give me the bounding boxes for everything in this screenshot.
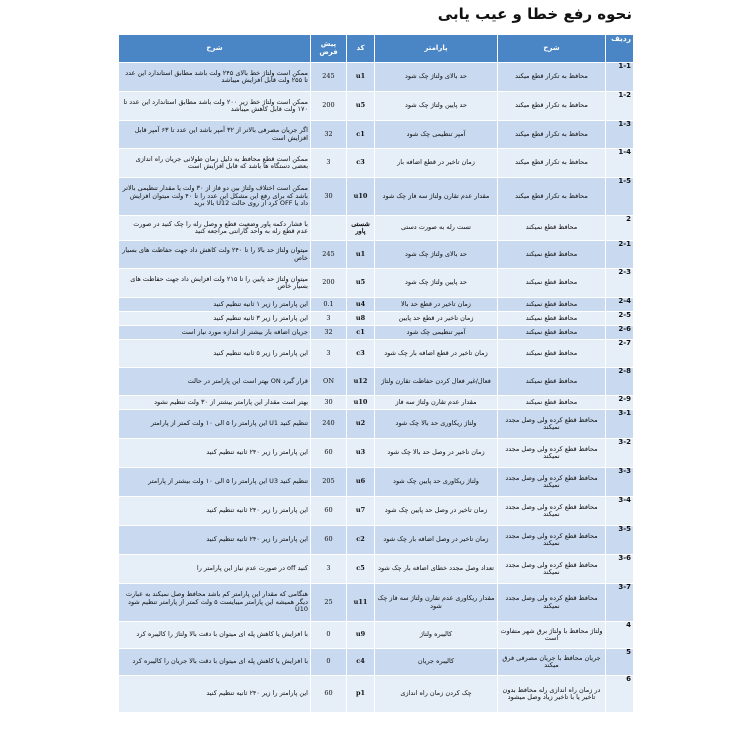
row-fix: محافظ قطع کرده ولی وصل مجدد نمیکند <box>498 439 606 468</box>
row-index: 1-4 <box>606 149 634 178</box>
row-desc: ممکن است ولتاژ خط زیر ۲۰۰ ولت باشد مطابق استاندارد این عدد تا ۱۷۰ ولت قابل کاهش میباشد <box>119 92 311 121</box>
row-fix: محافظ به تکرار قطع میکند <box>498 121 606 149</box>
row-index: 2-1 <box>606 241 634 269</box>
row-default: 0 <box>311 622 347 649</box>
table-row <box>119 149 634 178</box>
row-code: u10 <box>347 396 375 410</box>
row-param: مقدار عدم تقارن ولتاژ سه فاز چک شود <box>375 178 498 216</box>
row-default: 245 <box>311 241 347 269</box>
row-index: 4 <box>606 622 634 649</box>
table-row <box>119 63 634 92</box>
row-param: زمان تاخیر در قطع اضافه بار چک شود <box>375 340 498 368</box>
row-index: 2-4 <box>606 298 634 312</box>
table-row <box>119 396 634 410</box>
header-desc: شرح <box>119 35 311 63</box>
row-code: c1 <box>347 121 375 149</box>
row-param: چک کردن زمان راه اندازی <box>375 676 498 713</box>
row-code: u9 <box>347 622 375 649</box>
row-fix: در زمان راه اندازی رله محافظ بدون تاخیر یا با تاخیر زیاد وصل میشود <box>498 676 606 713</box>
row-param: زمان تاخیر در وصل اضافه بار چک شود <box>375 526 498 555</box>
row-index: 1-2 <box>606 92 634 121</box>
row-code: u11 <box>347 584 375 622</box>
row-index: 3-7 <box>606 584 634 622</box>
row-param: فعال/غیر فعال کردن حفاظت تقارن ولتاژ <box>375 368 498 396</box>
header-fix: شرح <box>498 35 606 63</box>
row-fix: محافظ قطع نمیکند <box>498 269 606 298</box>
row-param: مقدار ریکاوری عدم تقارن ولتاژ سه فاز چک شود <box>375 584 498 622</box>
row-code: u1 <box>347 63 375 92</box>
row-param: حد بالای ولتاژ چک شود <box>375 63 498 92</box>
row-desc: این پارامتر را زیر ۲۴۰ ثانیه تنظیم کنید <box>119 497 311 526</box>
row-desc: این پارامتر را زیر ۵ ثانیه تنظیم کنید <box>119 340 311 368</box>
row-index: 2-6 <box>606 326 634 340</box>
row-code: u2 <box>347 410 375 439</box>
row-desc: با افزایش یا کاهش پله ای میتوان با دقت بالا جریان را کالیبره کرد <box>119 649 311 676</box>
row-fix: محافظ قطع کرده ولی وصل مجدد نمیکند <box>498 555 606 584</box>
row-desc: این پارامتر را زیر ۲۴۰ ثانیه تنظیم کنید <box>119 526 311 555</box>
row-desc: تنظیم کنید U3 این پارامتر را ۵ الی ۱۰ ولت بیشتر از پارامتر <box>119 468 311 497</box>
table-row <box>119 649 634 676</box>
row-param: ولتاژ ریکاوری حد بالا چک شود <box>375 410 498 439</box>
row-param: حد بالای ولتاژ چک شود <box>375 241 498 269</box>
row-code: u8 <box>347 312 375 326</box>
row-default: 60 <box>311 439 347 468</box>
row-code: u3 <box>347 439 375 468</box>
troubleshooting-table <box>118 34 634 713</box>
row-default: 3 <box>311 340 347 368</box>
row-code: u4 <box>347 298 375 312</box>
row-desc: این پارامتر را زیر ۲۴۰ ثانیه تنظیم کنید <box>119 676 311 713</box>
row-desc: جریان اضافه بار بیشتر از اندازه مورد نیاز است <box>119 326 311 340</box>
row-fix: ولتاژ محافظ با ولتاژ برق شهر متفاوت است <box>498 622 606 649</box>
row-param: زمان تاخیر در قطع حد بالا <box>375 298 498 312</box>
row-code: c2 <box>347 526 375 555</box>
row-fix: محافظ قطع کرده ولی وصل مجدد نمیکند <box>498 497 606 526</box>
row-index: 1-1 <box>606 63 634 92</box>
header-code: کد <box>347 35 375 63</box>
row-param: کالیبره جریان <box>375 649 498 676</box>
row-fix: محافظ قطع کرده ولی وصل مجدد نمیکند <box>498 468 606 497</box>
row-fix: محافظ به تکرار قطع میکند <box>498 178 606 216</box>
table-row <box>119 439 634 468</box>
row-fix: محافظ قطع نمیکند <box>498 298 606 312</box>
table-row <box>119 368 634 396</box>
row-default: 32 <box>311 121 347 149</box>
header-param: پارامتر <box>375 35 498 63</box>
row-code: u10 <box>347 178 375 216</box>
row-desc: تنظیم کنید U1 این پارامتر را ۵ الی ۱۰ ولت کمتر از پارامتر <box>119 410 311 439</box>
page-title: نحوه رفع خطا و عیب یابی <box>437 5 632 23</box>
row-param: کالیبره ولتاژ <box>375 622 498 649</box>
table-body <box>119 63 634 713</box>
row-default: 240 <box>311 410 347 439</box>
table-row <box>119 497 634 526</box>
row-default: 3 <box>311 555 347 584</box>
row-default: 200 <box>311 92 347 121</box>
row-index: 2-3 <box>606 269 634 298</box>
row-param: زمان تاخیر در قطع حد پایین <box>375 312 498 326</box>
row-index: 2-8 <box>606 368 634 396</box>
row-default: 3 <box>311 312 347 326</box>
table-row <box>119 410 634 439</box>
row-default: 0 <box>311 649 347 676</box>
table-row <box>119 468 634 497</box>
row-code: u6 <box>347 468 375 497</box>
header-index: ردیف <box>606 35 634 63</box>
row-default: 25 <box>311 584 347 622</box>
row-index: 3-1 <box>606 410 634 439</box>
row-code: u5 <box>347 92 375 121</box>
row-code: p1 <box>347 676 375 713</box>
row-default: 245 <box>311 63 347 92</box>
row-fix: محافظ قطع نمیکند <box>498 312 606 326</box>
row-index: 3-5 <box>606 526 634 555</box>
row-default: 0.1 <box>311 298 347 312</box>
row-fix: محافظ قطع نمیکند <box>498 326 606 340</box>
row-code: c3 <box>347 149 375 178</box>
row-index: 3-4 <box>606 497 634 526</box>
row-desc: کنید off در صورت عدم نیاز این پارامتر را <box>119 555 311 584</box>
header-default: پیش فرض <box>311 35 347 63</box>
row-code: c4 <box>347 649 375 676</box>
row-default: 200 <box>311 269 347 298</box>
row-default: ON <box>311 368 347 396</box>
row-desc: قرار گیرد ON بهتر است این پارامتر در حالت <box>119 368 311 396</box>
row-desc: میتوان ولتاژ حد پایین را تا ۲۱۵ ولت افزایش داد جهت حفاظت های بسیار خاص <box>119 269 311 298</box>
row-param: مقدار عدم تقارن ولتاژ سه فاز <box>375 396 498 410</box>
table-row <box>119 241 634 269</box>
table-row <box>119 526 634 555</box>
table-row <box>119 298 634 312</box>
row-desc: ممکن است اختلاف ولتاژ بین دو فاز از ۳۰ ولت یا مقدار تنظیمی بالاتر باشد که برای رفع این مشکل این عدد را تا ۴۰ ولت میتوان افزایش داد یا OFF کرد از روی حالت U12 بالا برید <box>119 178 311 216</box>
row-code: u12 <box>347 368 375 396</box>
row-code: c1 <box>347 326 375 340</box>
row-default: 205 <box>311 468 347 497</box>
row-code: u5 <box>347 269 375 298</box>
row-param: آمپر تنظیمی چک شود <box>375 121 498 149</box>
row-desc: ممکن است قطع محافظ به دلیل زمان طولانی جریان راه اندازی بعضی دستگاه ها باشد که قابل افزایش است <box>119 149 311 178</box>
table-row <box>119 178 634 216</box>
row-desc: با افزایش یا کاهش پله ای میتوان با دقت بالا ولتاژ را کالیبره کرد <box>119 622 311 649</box>
row-fix: محافظ به تکرار قطع میکند <box>498 149 606 178</box>
row-index: 2 <box>606 216 634 241</box>
table-header-row <box>119 35 634 63</box>
row-index: 1-5 <box>606 178 634 216</box>
row-code: شستی پاور <box>347 216 375 241</box>
row-default: 60 <box>311 676 347 713</box>
row-fix: محافظ قطع کرده ولی وصل مجدد نمیکند <box>498 410 606 439</box>
row-default: 60 <box>311 497 347 526</box>
table-row <box>119 326 634 340</box>
row-desc: هنگامی که مقدار این پارامتر کم باشد محافظ وصل نمیکند به عبارت دیگر همیشه این پارامتر میبایست ۵ ولت کمتر از پارامتر تنظیم شود U10 <box>119 584 311 622</box>
row-desc: این پارامتر را زیر ۳ ثانیه تنظیم کنید <box>119 312 311 326</box>
row-default: 30 <box>311 178 347 216</box>
row-code: u7 <box>347 497 375 526</box>
table-row <box>119 622 634 649</box>
table-row <box>119 269 634 298</box>
row-index: 5 <box>606 649 634 676</box>
row-fix: محافظ قطع نمیکند <box>498 368 606 396</box>
row-fix: محافظ به تکرار قطع میکند <box>498 63 606 92</box>
row-code: c3 <box>347 340 375 368</box>
row-index: 3-2 <box>606 439 634 468</box>
table-row <box>119 92 634 121</box>
row-param: ولتاژ ریکاوری حد پایین چک شود <box>375 468 498 497</box>
row-param: آمپر تنظیمی چک شود <box>375 326 498 340</box>
row-param: حد پایین ولتاژ چک شود <box>375 269 498 298</box>
row-desc: بهتر است مقدار این پارامتر بیشتر از ۳۰ ولت تنظیم نشود <box>119 396 311 410</box>
row-desc: این پارامتر را زیر ۲۴۰ ثانیه تنظیم کنید <box>119 439 311 468</box>
row-fix: محافظ قطع کرده ولی وصل مجدد نمیکند <box>498 526 606 555</box>
row-desc: میتوان ولتاژ حد بالا را تا ۲۴۰ ولت کاهش داد جهت حفاظت های بسیار خاص <box>119 241 311 269</box>
row-index: 3-3 <box>606 468 634 497</box>
row-desc: ممکن است ولتاژ خط بالای ۲۴۵ ولت باشد مطابق استاندارد این عدد تا ۲۵۵ ولت قابل افزایش میباشد <box>119 63 311 92</box>
row-default: 30 <box>311 396 347 410</box>
table-row <box>119 121 634 149</box>
table-row <box>119 340 634 368</box>
row-fix: محافظ قطع نمیکند <box>498 340 606 368</box>
row-fix: محافظ به تکرار قطع میکند <box>498 92 606 121</box>
row-fix: محافظ قطع نمیکند <box>498 396 606 410</box>
row-param: تعداد وصل مجدد خطای اضافه بار چک شود <box>375 555 498 584</box>
row-default: 3 <box>311 149 347 178</box>
row-index: 6 <box>606 676 634 713</box>
row-param: زمان تاخیر در وصل حد بالا چک شود <box>375 439 498 468</box>
table-row <box>119 216 634 241</box>
table-row <box>119 312 634 326</box>
row-param: تست رله به صورت دستی <box>375 216 498 241</box>
row-fix: محافظ قطع نمیکند <box>498 216 606 241</box>
row-desc: اگر جریان مصرفی بالاتر از ۳۲ آمپر باشد این عدد تا ۶۳ آمپر قابل افزایش است <box>119 121 311 149</box>
row-param: زمان تاخیر در قطع اضافه بار <box>375 149 498 178</box>
row-code: u1 <box>347 241 375 269</box>
table-row <box>119 676 634 713</box>
row-index: 3-6 <box>606 555 634 584</box>
row-index: 2-5 <box>606 312 634 326</box>
row-default <box>311 216 347 241</box>
row-fix: محافظ قطع کرده ولی وصل مجدد نمیکند <box>498 584 606 622</box>
row-param: زمان تاخیر در وصل حد پایین چک شود <box>375 497 498 526</box>
row-code: c5 <box>347 555 375 584</box>
table-row <box>119 555 634 584</box>
row-index: 2-9 <box>606 396 634 410</box>
row-default: 32 <box>311 326 347 340</box>
row-index: 1-3 <box>606 121 634 149</box>
row-index: 2-7 <box>606 340 634 368</box>
row-desc: این پارامتر را زیر ۱ ثانیه تنظیم کنید <box>119 298 311 312</box>
row-fix: محافظ قطع نمیکند <box>498 241 606 269</box>
row-default: 60 <box>311 526 347 555</box>
row-fix: جریان محافظ با جریان مصرفی فرق میکند <box>498 649 606 676</box>
row-desc: با فشار دکمه پاور وضعیت قطع و وصل رله را چک کنید در صورت عدم قطع رله به واحد گارانتی مراجعه کنید <box>119 216 311 241</box>
row-param: حد پایین ولتاژ چک شود <box>375 92 498 121</box>
table-row <box>119 584 634 622</box>
